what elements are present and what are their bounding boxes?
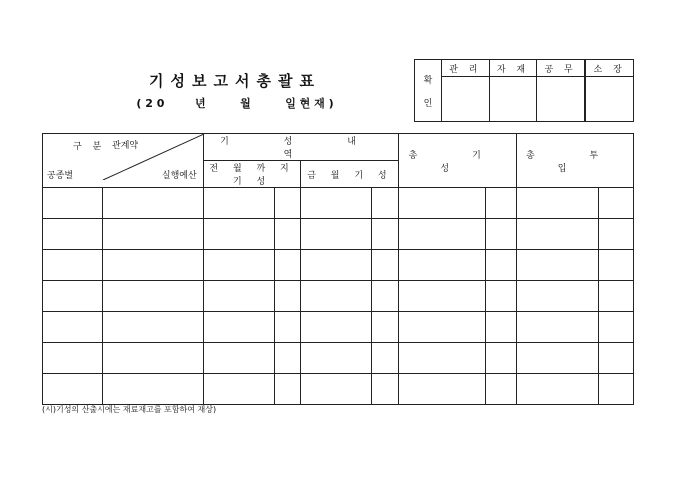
table-cell[interactable] (203, 250, 274, 281)
table-cell[interactable] (102, 219, 203, 250)
table-cell[interactable] (301, 250, 372, 281)
table-cell[interactable] (486, 343, 517, 374)
table-cell[interactable] (517, 219, 599, 250)
table-cell[interactable] (203, 219, 274, 250)
table-cell[interactable] (399, 250, 486, 281)
table-row (43, 343, 634, 374)
footnote: (시)기성의 산출시에는 재료재고를 포함하여 재상) (42, 405, 217, 414)
table-cell[interactable] (399, 188, 486, 219)
table-cell[interactable] (517, 250, 599, 281)
table-cell[interactable] (43, 374, 103, 405)
corner-exec-budget: 실행예산 (161, 171, 197, 181)
table-cell[interactable] (399, 219, 486, 250)
table-cell[interactable] (599, 312, 634, 343)
table-cell[interactable] (43, 250, 103, 281)
summary-table (42, 133, 634, 405)
table-row (43, 219, 634, 250)
table-cell[interactable] (486, 374, 517, 405)
table-cell[interactable] (372, 188, 399, 219)
table-cell[interactable] (301, 219, 372, 250)
document-title: 기성보고서총괄표 (149, 72, 321, 90)
table-cell[interactable] (599, 219, 634, 250)
table-cell[interactable] (203, 374, 274, 405)
total-progress-header: 총 기 성 (399, 134, 517, 188)
table-cell[interactable] (517, 188, 599, 219)
approval-side-label (415, 60, 442, 122)
table-cell[interactable] (599, 343, 634, 374)
table-cell[interactable] (486, 219, 517, 250)
corner-gubun: 구 분 (73, 142, 106, 152)
approval-col-manager: 관 리 (442, 60, 490, 77)
table-cell[interactable] (372, 343, 399, 374)
table-cell[interactable] (102, 343, 203, 374)
table-cell[interactable] (599, 281, 634, 312)
table-cell[interactable] (599, 250, 634, 281)
corner-work-type: 공종별 (47, 171, 74, 181)
signature-cell[interactable] (586, 77, 634, 122)
table-cell[interactable] (274, 374, 301, 405)
table-cell[interactable] (301, 281, 372, 312)
approval-col-site-chief: 소 장 (586, 60, 634, 77)
table-cell[interactable] (43, 219, 103, 250)
signature-cell[interactable] (489, 77, 537, 122)
table-cell[interactable] (274, 312, 301, 343)
table-cell[interactable] (301, 374, 372, 405)
table-cell[interactable] (102, 188, 203, 219)
corner-header-cell (43, 134, 204, 188)
table-cell[interactable] (203, 343, 274, 374)
approval-col-material: 자 재 (489, 60, 537, 77)
table-cell[interactable] (274, 188, 301, 219)
table-cell[interactable] (43, 312, 103, 343)
as-of-date-line: ( 2 0 년 월 일 현 재 ) (136, 97, 334, 110)
approval-side-bottom: 인 (423, 98, 433, 109)
table-cell[interactable] (301, 343, 372, 374)
table-row (43, 312, 634, 343)
table-cell[interactable] (102, 281, 203, 312)
table-cell[interactable] (486, 250, 517, 281)
table-cell[interactable] (203, 281, 274, 312)
table-cell[interactable] (399, 312, 486, 343)
table-cell[interactable] (43, 188, 103, 219)
approval-side-top: 확 (423, 75, 433, 86)
table-cell[interactable] (372, 374, 399, 405)
table-cell[interactable] (599, 188, 634, 219)
approval-box (414, 59, 634, 122)
table-cell[interactable] (203, 312, 274, 343)
table-cell[interactable] (274, 343, 301, 374)
table-cell[interactable] (43, 281, 103, 312)
table-cell[interactable] (517, 312, 599, 343)
corner-contract: 관계약 (112, 141, 139, 151)
table-cell[interactable] (372, 312, 399, 343)
table-cell[interactable] (274, 281, 301, 312)
table-row (43, 188, 634, 219)
table-cell[interactable] (301, 188, 372, 219)
total-input-header: 총 투 입 (517, 134, 634, 188)
table-cell[interactable] (102, 374, 203, 405)
approval-col-works: 공 무 (537, 60, 585, 77)
table-cell[interactable] (517, 343, 599, 374)
table-row (43, 281, 634, 312)
table-cell[interactable] (372, 281, 399, 312)
signature-cell[interactable] (537, 77, 585, 122)
table-cell[interactable] (372, 250, 399, 281)
table-cell[interactable] (43, 343, 103, 374)
table-cell[interactable] (486, 188, 517, 219)
table-cell[interactable] (399, 343, 486, 374)
this-month-progress-header: 금 월 기 성 (301, 161, 399, 188)
table-cell[interactable] (486, 281, 517, 312)
table-cell[interactable] (399, 281, 486, 312)
table-cell[interactable] (517, 374, 599, 405)
table-cell[interactable] (102, 312, 203, 343)
signature-cell[interactable] (442, 77, 490, 122)
table-cell[interactable] (517, 281, 599, 312)
table-row (43, 374, 634, 405)
progress-detail-header: 기 성 내 역 (203, 134, 399, 161)
table-cell[interactable] (274, 250, 301, 281)
table-cell[interactable] (274, 219, 301, 250)
table-cell[interactable] (301, 312, 372, 343)
table-cell[interactable] (203, 188, 274, 219)
table-cell[interactable] (372, 219, 399, 250)
table-row (43, 250, 634, 281)
table-cell[interactable] (399, 374, 486, 405)
table-cell[interactable] (486, 312, 517, 343)
table-cell[interactable] (102, 250, 203, 281)
prev-month-progress-header: 전 월 까 지 기 성 (203, 161, 301, 188)
table-cell[interactable] (599, 374, 634, 405)
